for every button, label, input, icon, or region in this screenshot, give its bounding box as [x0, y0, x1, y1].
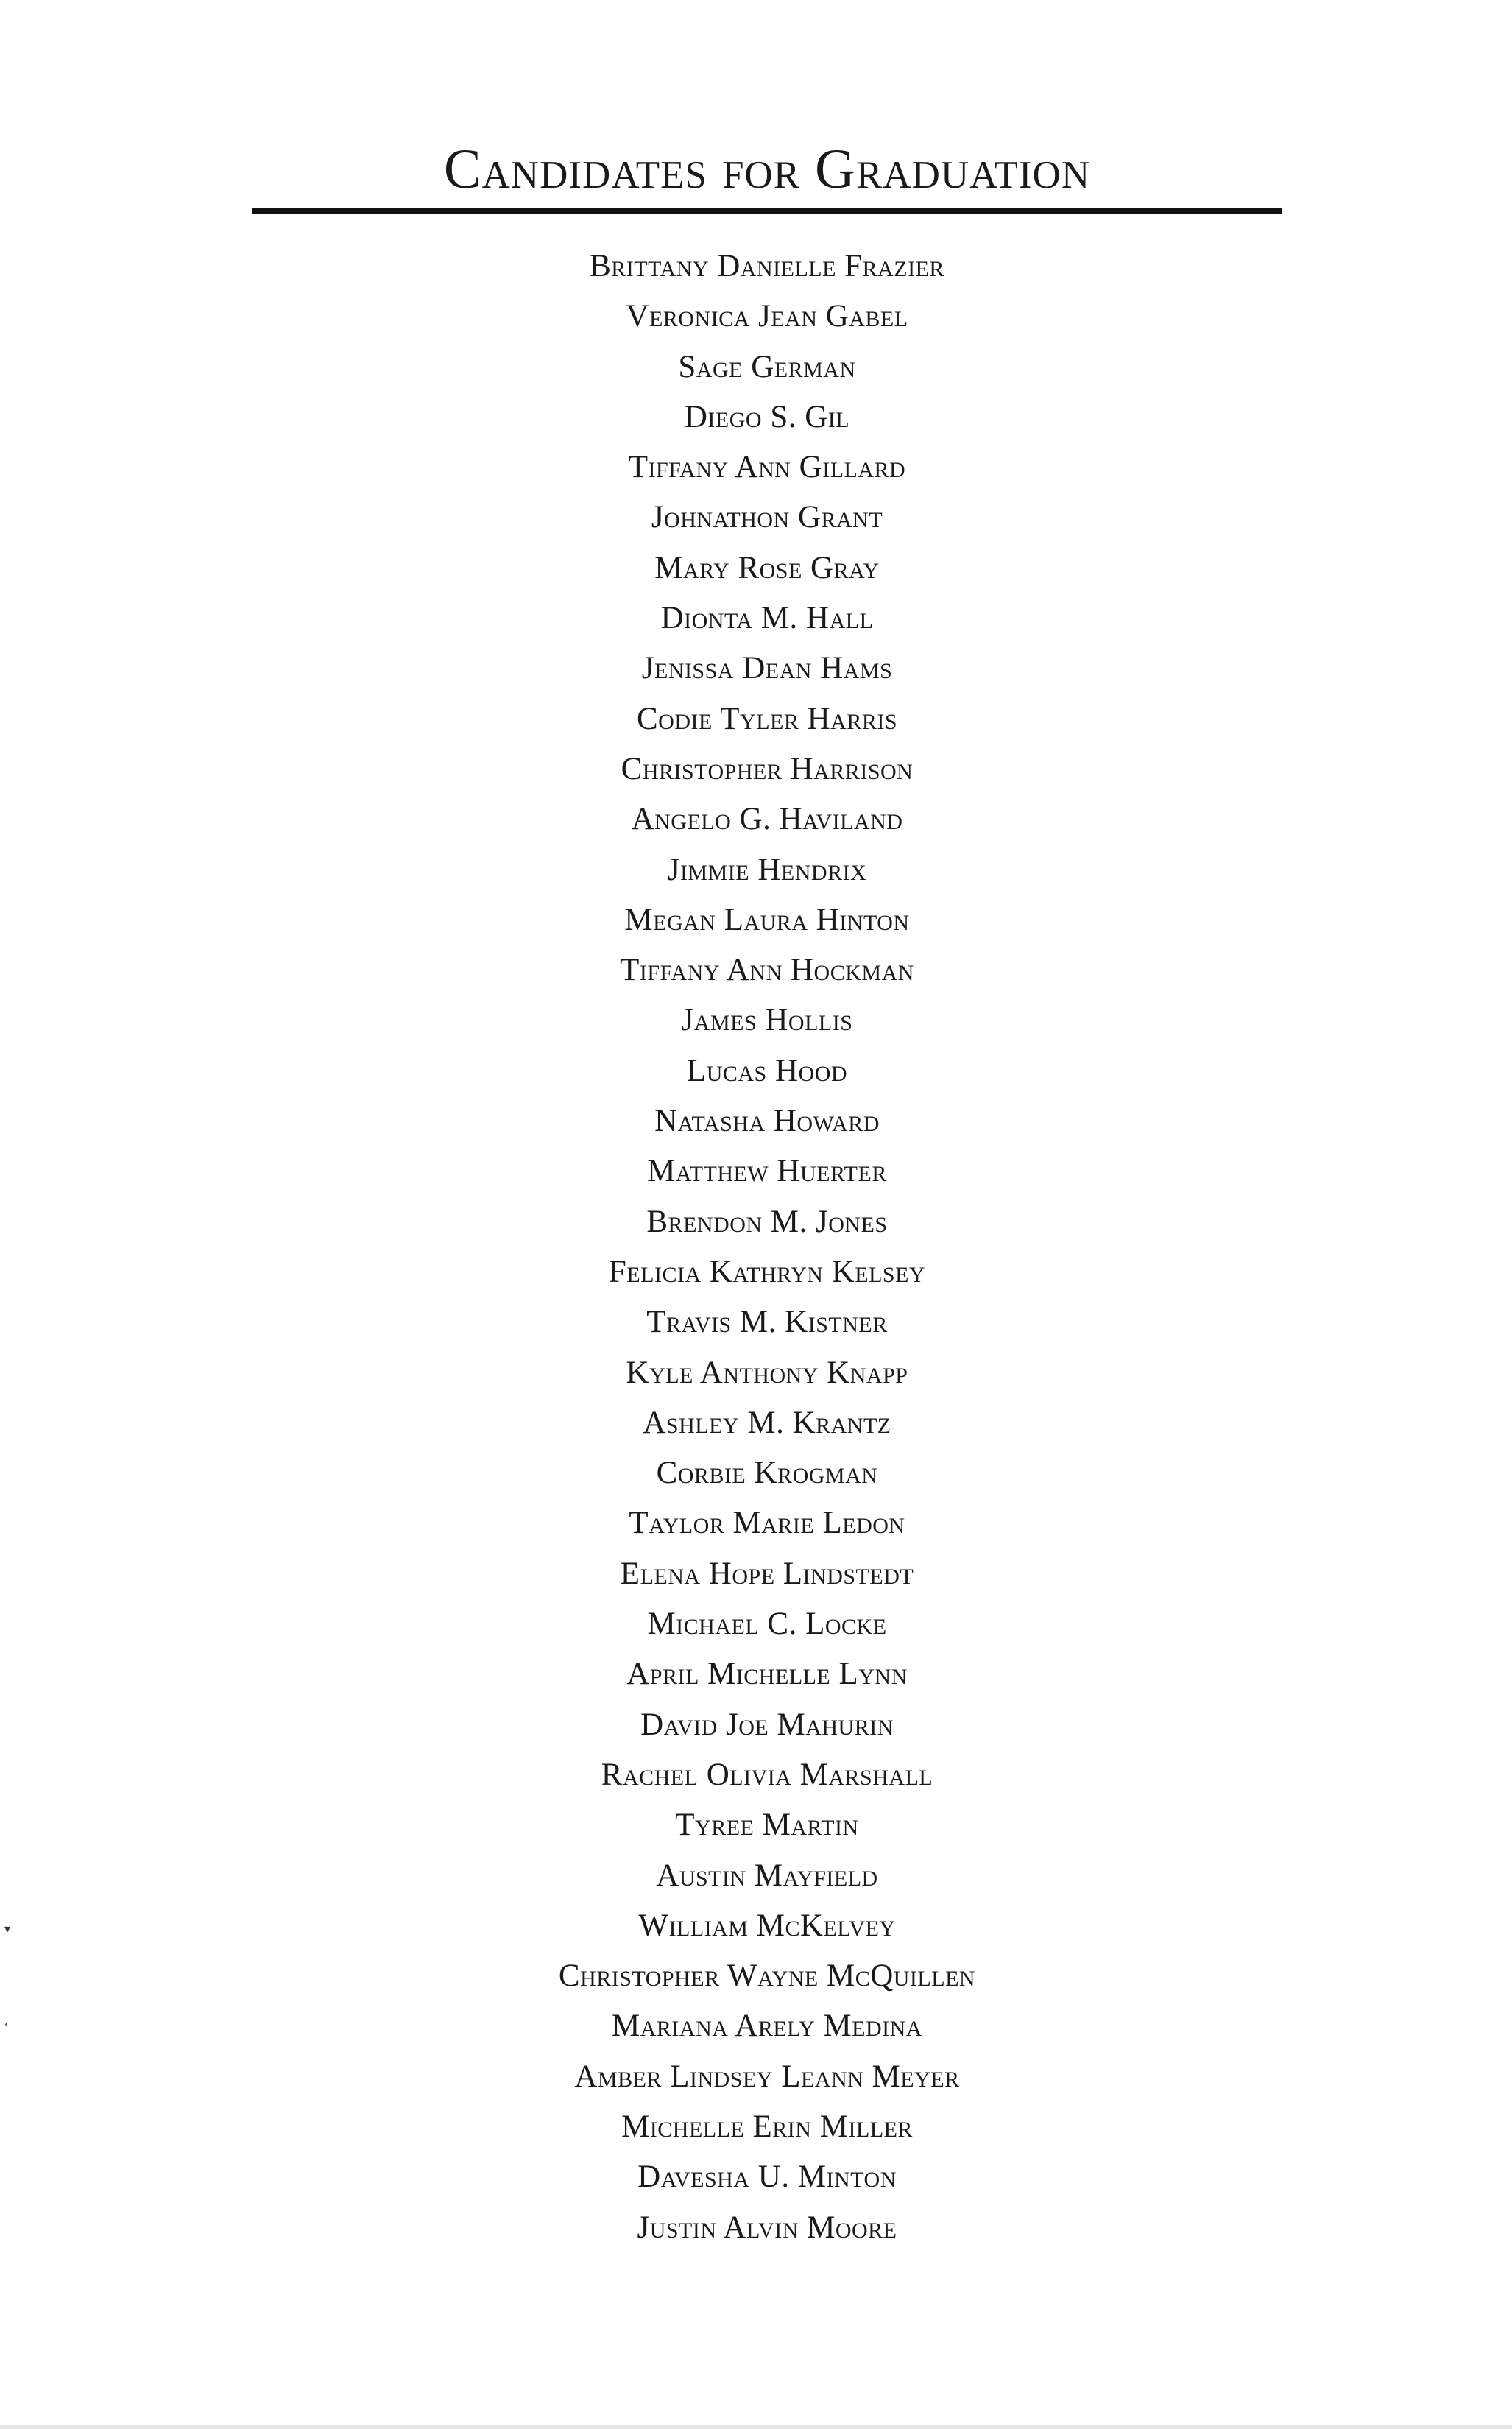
graduate-name: William McKelvey	[638, 1908, 896, 1943]
graduate-name: Matthew Huerter	[647, 1154, 887, 1189]
graduate-name: David Joe Mahurin	[640, 1707, 894, 1742]
graduate-name: Johnathon Grant	[651, 500, 883, 535]
graduate-name: Corbie Krogman	[656, 1456, 878, 1491]
graduate-name: Christopher Harrison	[621, 751, 914, 786]
graduate-name: Veronica Jean Gabel	[626, 299, 908, 334]
graduate-name: James Hollis	[681, 1003, 853, 1038]
graduate-name: Natasha Howard	[654, 1104, 880, 1139]
graduate-name: Sage German	[678, 349, 856, 384]
graduate-name: Mariana Arely Medina	[612, 2009, 922, 2044]
graduate-name: Taylor Marie Ledon	[629, 1506, 905, 1541]
graduate-name: Megan Laura Hinton	[624, 902, 910, 937]
scan-bottom-edge	[0, 2425, 1512, 2429]
graduate-name: Brittany Danielle Frazier	[590, 249, 944, 283]
graduate-name: Ashley M. Krantz	[643, 1405, 891, 1440]
graduate-name: Codie Tyler Harris	[636, 701, 898, 736]
graduate-name: April Michelle Lynn	[626, 1657, 908, 1692]
graduate-name: Tiffany Ann Hockman	[620, 953, 914, 988]
graduate-name: Brendon M. Jones	[646, 1204, 888, 1239]
graduate-name: Michelle Erin Miller	[621, 2109, 913, 2144]
scan-speck-mark: ‹	[4, 2017, 9, 2030]
graduate-name: Justin Alvin Moore	[637, 2210, 897, 2245]
graduate-name: Jimmie Hendrix	[667, 852, 867, 887]
graduate-name: Kyle Anthony Knapp	[626, 1355, 908, 1390]
page-title: Candidates for Graduation	[443, 138, 1091, 200]
graduate-name: Dionta M. Hall	[660, 601, 874, 636]
graduate-name: Lucas Hood	[686, 1053, 848, 1088]
graduate-name: Mary Rose Gray	[654, 550, 880, 585]
graduate-name: Rachel Olivia Marshall	[601, 1757, 933, 1792]
graduate-name: Amber Lindsey Leann Meyer	[574, 2059, 960, 2094]
graduate-name: Felicia Kathryn Kelsey	[608, 1254, 926, 1289]
graduate-name: Jenissa Dean Hams	[641, 651, 893, 686]
graduate-name: Davesha U. Minton	[637, 2160, 897, 2195]
graduate-name: Elena Hope Lindstedt	[620, 1556, 914, 1591]
graduate-name: Tiffany Ann Gillard	[628, 450, 906, 485]
graduate-name: Austin Mayfield	[656, 1858, 878, 1893]
title-underline-rule	[252, 208, 1282, 214]
graduate-name: Angelo G. Haviland	[631, 802, 903, 837]
graduate-name: Travis M. Kistner	[646, 1305, 888, 1340]
graduate-name: Christopher Wayne McQuillen	[558, 1959, 976, 1994]
graduate-name-list	[252, 242, 1282, 2253]
graduate-name: Tyree Martin	[675, 1808, 859, 1843]
scan-speck-mark: ▾	[4, 1923, 11, 1936]
graduate-name: Diego S. Gil	[684, 399, 850, 434]
graduate-name: Michael C. Locke	[647, 1607, 887, 1642]
